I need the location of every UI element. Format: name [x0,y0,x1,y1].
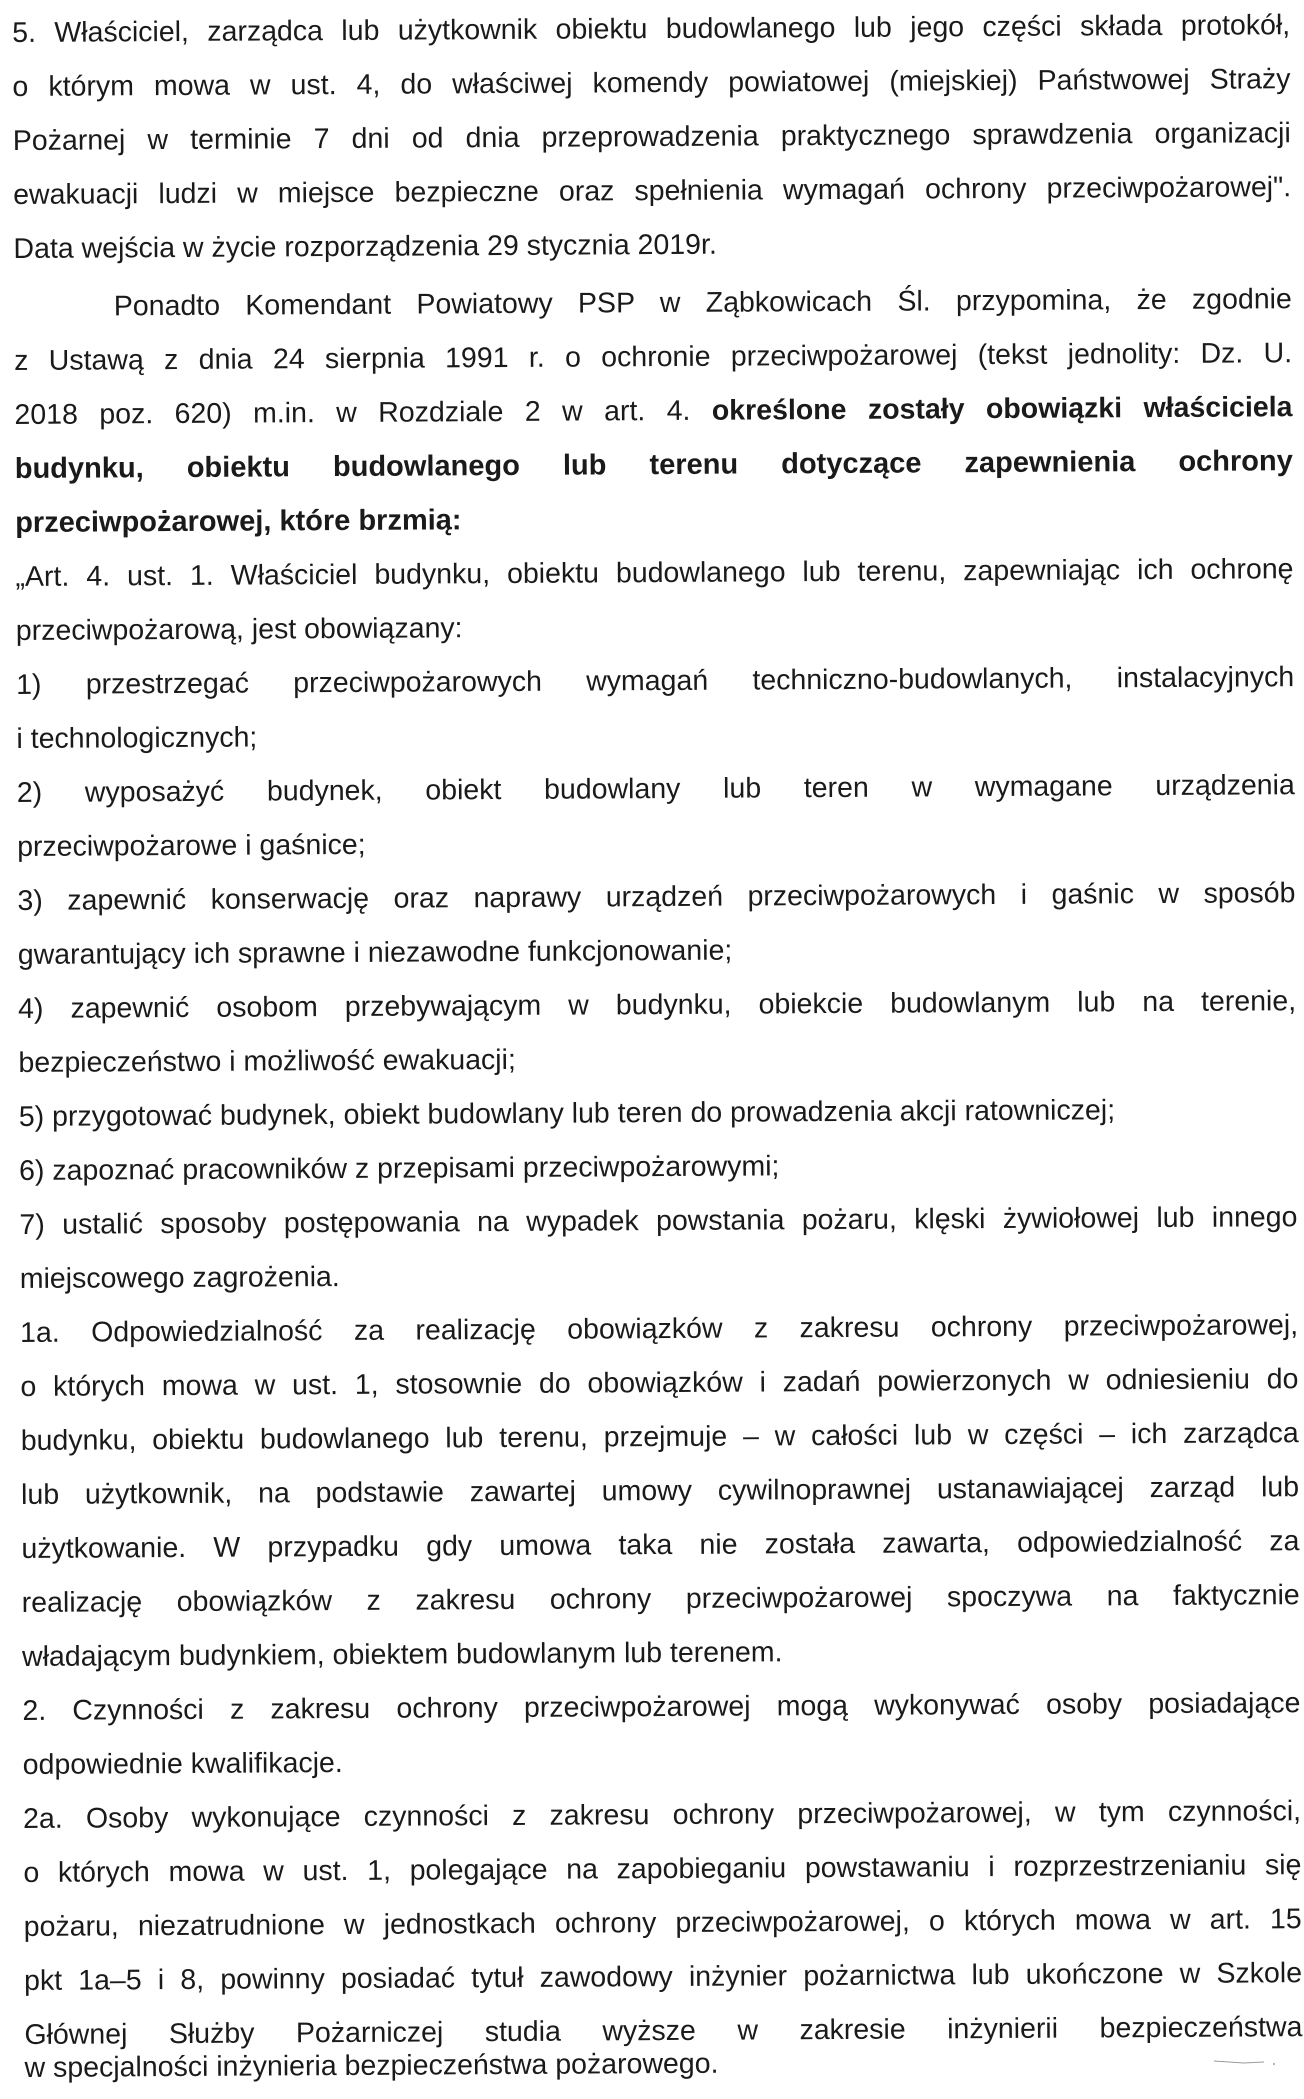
text-line-30: realizację obowiązków z zakresu ochrony przeciwpożarowej spoczywa na faktycznie [21,1579,1300,1619]
text-line-26: o których mowa w ust. 1, stosownie do obowiązków i zadań powierzonych w odniesieniu do [20,1363,1299,1403]
text-line-6: Ponadto Komendant Powiatowy PSP w Ząbkowicach Śl. przypomina, że zgodnie [113,283,1292,323]
text-line-15: 2) wyposażyć budynek, obiekt budowlany lub teren w wymagane urządzenia [16,769,1295,809]
text-line-22: 6) zapoznać pracowników z przepisami przeciwpożarowymi; [19,1150,780,1187]
text-line-5: Data wejścia w życie rozporządzenia 29 stycznia 2019r. [13,228,717,265]
text-line-20: bezpieczeństwo i możliwość ewakuacji; [18,1043,516,1079]
text-line-10: przeciwpożarowej, które brzmią: [15,504,462,539]
text-line-13: 1) przestrzegać przeciwpożarowych wymagań techniczno-budowlanych, instalacyjnych [16,661,1295,701]
text-line-14: i technologicznych; [16,721,258,755]
text-line-29: użytkowanie. W przypadku gdy umowa taka nie została zawarta, odpowiedzialność za [21,1525,1300,1565]
text-line-34: 2a. Osoby wykonujące czynności z zakresu ochrony przeciwpożarowej, w tym czynności, [22,1795,1302,1835]
text-line-2: o którym mowa w ust. 4, do właściwej komendy powiatowej (miejskiej) Państwowej Straży [12,63,1291,103]
text-line-17: 3) zapewnić konserwację oraz naprawy urządzeń przeciwpożarowych i gaśnic w sposób [17,877,1296,917]
text-line-18: gwarantujący ich sprawne i niezawodne funkcjonowanie; [17,934,733,971]
text-line-8-bold: określone zostały obowiązki właściciela [711,391,1293,427]
text-line-37: pkt 1a–5 i 8, powinny posiadać tytuł zawodowy inżynier pożarnictwa lub ukończone w Szkole [23,1957,1303,1997]
text-line-23: 7) ustalić sposoby postępowania na wypadek powstania pożaru, klęski żywiołowej lub innego [19,1201,1298,1241]
text-line-7: z Ustawą z dnia 24 sierpnia 1991 r. o ochronie przeciwpożarowej (tekst jednolity: Dz. U. [14,337,1293,377]
text-line-31: władającym budynkiem, obiektem budowlanym lub terenem. [21,1636,783,1673]
text-line-35: o których mowa w ust. 1, polegające na zapobieganiu powstawaniu i rozprzestrzenianiu się [23,1849,1302,1889]
text-line-11: „Art. 4. ust. 1. Właściciel budynku, obiektu budowlanego lub terenu, zapewniając ich ochronę [15,553,1294,593]
text-line-24: miejscowego zagrożenia. [19,1261,340,1295]
text-line-38: Głównej Służby Pożarniczej studia wyższe w zakresie inżynierii bezpieczeństwa [24,2011,1303,2051]
text-line-27: budynku, obiektu budowlanego lub terenu, przejmuje – w całości lub w części – ich zarządca [20,1417,1299,1457]
text-line-39: w specjalności inżynieria bezpieczeństwa pożarowego. [24,2047,719,2084]
text-line-12: przeciwpożarową, jest obowiązany: [15,612,463,647]
text-line-25: 1a. Odpowiedzialność za realizację obowiązków z zakresu ochrony przeciwpożarowej, [20,1309,1299,1349]
scan-speck-marks [1204,2049,1284,2069]
text-line-33: odpowiednie kwalifikacje. [22,1747,343,1781]
text-line-28: lub użytkownik, na podstawie zawartej umowy cywilnoprawnej ustanawiającej zarząd lub [20,1471,1300,1511]
text-line-16: przeciwpożarowe i gaśnice; [17,828,366,863]
text-line-4: ewakuacji ludzi w miejsce bezpieczne oraz spełnienia wymagań ochrony przeciwpożarowej". [13,171,1292,211]
text-line-36: pożaru, niezatrudnione w jednostkach ochrony przeciwpożarowej, o których mowa w art. 15 [23,1903,1302,1943]
text-line-32: 2. Czynności z zakresu ochrony przeciwpożarowej mogą wykonywać osoby posiadające [22,1687,1301,1727]
text-line-3: Pożarnej w terminie 7 dni od dnia przeprowadzenia praktycznego sprawdzenia organizacji [12,117,1291,157]
text-line-8-normal: 2018 poz. 620) m.in. w Rozdziale 2 w art. 4. [14,394,712,431]
text-line-9: budynku, obiektu budowlanego lub terenu dotyczące zapewnienia ochrony [14,445,1293,485]
text-line-21: 5) przygotować budynek, obiekt budowlany lub teren do prowadzenia akcji ratowniczej; [18,1094,1116,1133]
text-line-1: 5. Właściciel, zarządca lub użytkownik obiektu budowlanego lub jego części składa protokół, [12,9,1291,49]
scanned-document-page [12,0,1304,2086]
text-line-19: 4) zapewnić osobom przebywającym w budynku, obiekcie budowlanym lub na terenie, [18,985,1297,1025]
text-line-8 [14,380,1292,442]
